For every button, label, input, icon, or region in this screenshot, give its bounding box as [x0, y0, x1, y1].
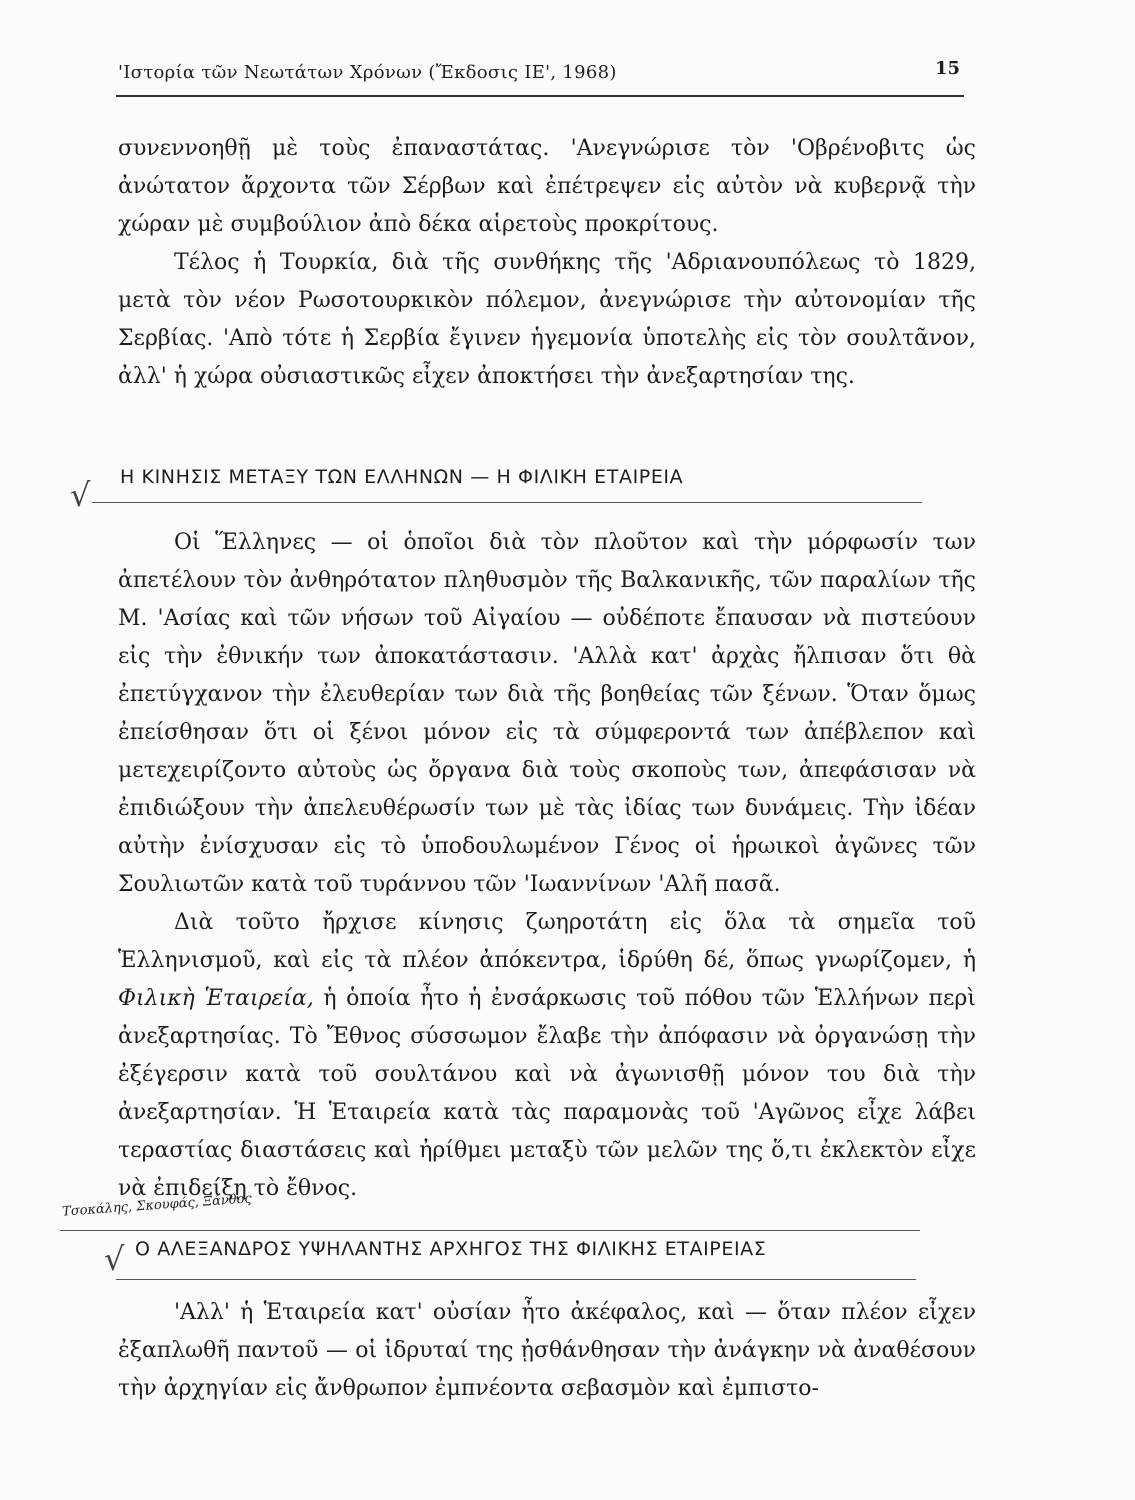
checkmark-icon: √	[104, 1240, 125, 1278]
section-heading-filiki-eteria: Η ΚΙΝΗΣΙΣ ΜΕΤΑΞΥ ΤΩΝ ΕΛΛΗΝΩΝ — Η ΦΙΛΙΚΗ ΕΤΑΙΡΕΙΑ	[120, 466, 684, 488]
handwritten-margin-note: Τσοκάλης, Σκουφάς, Ξάνθος	[61, 1191, 253, 1220]
paragraph-greeks-movement: Οἱ Ἕλληνες — οἱ ὁποῖοι διὰ τὸν πλοῦτον καὶ τὴν μόρφωσίν των ἀπετέλουν τὸν ἀνθηρότατον πληθυσμὸν τῆς Βαλκανικῆς, τῶν παραλίων τῆς Μ. 'Ασίας καὶ τῶν νήσων τοῦ Αἰγαίου — οὐδέποτε ἔπαυσαν νὰ πιστεύουν εἰς τὴν ἐθνικήν των ἀποκατάστασιν. 'Αλλὰ κατ' ἀρχὰς ἤλπισαν ὅτι θὰ ἐπετύγχανον τὴν ἐλευθερίαν των διὰ τῆς βοηθείας τῶν ξένων. Ὅταν ὅμως ἐπείσθησαν ὅτι οἱ ξένοι μόνον εἰς τὰ σύμφεροντά των ἀπέβλεπον καὶ μετεχειρίζοντο αὐτοὺς ὡς ὄργανα διὰ τοὺς σκοποὺς των, ἀπεφάσισαν νὰ ἐπιδιώξουν τὴν ἀπελευθέρωσίν των μὲ τὰς ἰδίας των δυνάμεις. Τὴν ἰδέαν αὐτὴν ἐνίσχυσαν εἰς τὸ ὑποδουλωμένον Γένος οἱ ἡρωικοὶ ἀγῶνες τῶν Σουλιωτῶν κατὰ τοῦ τυράννου τῶν 'Ιωαννίνων 'Αλῆ πασᾶ.	[118, 530, 976, 897]
paragraph-filiki-text-end: ἡ ὁποία ἦτο ἡ ἐνσάρκωσις τοῦ πόθου τῶν Ἑλλήνων περὶ ἀνεξαρτησίας. Τὸ Ἔθνος σύσσωμον ἔλαβε τὴν ἀπόφασιν νὰ ὀργανώσῃ τὴν ἐξέγερσιν κατὰ τοῦ σουλτάνου καὶ νὰ ἀγωνισθῇ μόνον του διὰ τὴν ἀνεξαρτησίαν. Ἡ Ἑταιρεία κατὰ τὰς παραμονὰς τοῦ 'Αγῶνος εἶχε λάβει τεραστίας διαστάσεις καὶ ἠρίθμει μεταξὺ τῶν μελῶν της ὅ,τι ἐκλεκτὸν εἶχε νὰ ἐπιδείξῃ τὸ ἔθνος.	[118, 986, 976, 1201]
heading-underline	[116, 1279, 916, 1280]
paragraph-serbia-recognition: συνεννοηθῇ μὲ τοὺς ἐπαναστάτας. 'Ανεγνώρισε τὸν 'Οβρένοβιτς ὡς ἀνώτατον ἄρχοντα τῶν Σέρβων καὶ ἐπέτρεψεν εἰς αὐτὸν νὰ κυβερνᾷ τὴν χώραν μὲ συμβούλιον ἀπὸ δέκα αἱρετοὺς προκρίτους.	[118, 136, 976, 237]
paragraph-filiki-founding	[118, 904, 976, 1208]
header-rule	[116, 95, 964, 97]
paragraph-treaty-adrianople: Τέλος ἡ Τουρκία, διὰ τῆς συνθήκης τῆς 'Αδριανουπόλεως τὸ 1829, μετὰ τὸν νέον Ρωσοτουρκικὸν πόλεμον, ἀνεγνώρισε τὴν αὐτονομίαν τῆς Σερβίας. 'Απὸ τότε ἡ Σερβία ἔγινεν ἡγεμονία ὑποτελὴς εἰς τὸν σουλτᾶνον, ἀλλ' ἡ χώρα οὐσιαστικῶς εἶχεν ἀποκτήσει τὴν ἀνεξαρτησίαν της.	[118, 250, 976, 389]
section-heading-ypsilantis: Ο ΑΛΕΞΑΝΔΡΟΣ ΥΨΗΛΑΝΤΗΣ ΑΡΧΗΓΟΣ ΤΗΣ ΦΙΛΙΚΗΣ ΕΤΑΙΡΕΙΑΣ	[135, 1238, 767, 1260]
paragraph-filiki-italic-name: Φιλικὴ Ἑταιρεία,	[118, 986, 314, 1011]
heading-underline	[92, 502, 922, 503]
paragraph-filiki-text-start: Διὰ τοῦτο ἤρχισε κίνησις ζωηροτάτη εἰς ὅλα τὰ σημεῖα τοῦ Ἑλληνισμοῦ, καὶ εἰς τὰ πλέον ἀπόκεντρα, ἱδρύθη δέ, ὅπως γνωρίζομεν, ἡ	[118, 910, 976, 973]
paragraph-eteria-leadership: 'Αλλ' ἡ Ἑταιρεία κατ' οὐσίαν ἦτο ἀκέφαλος, καὶ — ὅταν πλέον εἶχεν ἐξαπλωθῆ παντοῦ — οἱ ἱδρυταί της ᾐσθάνθησαν τὴν ἀνάγκην νὰ ἀναθέσουν τὴν ἀρχηγίαν εἰς ἄνθρωπον ἐμπνέοντα σεβασμὸν καὶ ἐμπιστο-	[118, 1300, 976, 1401]
heading-overline	[60, 1230, 920, 1231]
running-title: 'Ιστορία τῶν Νεωτάτων Χρόνων (Ἔκδοσις ΙΕ', 1968)	[118, 62, 617, 83]
checkmark-icon: √	[70, 476, 91, 514]
page-number: 15	[935, 58, 961, 79]
